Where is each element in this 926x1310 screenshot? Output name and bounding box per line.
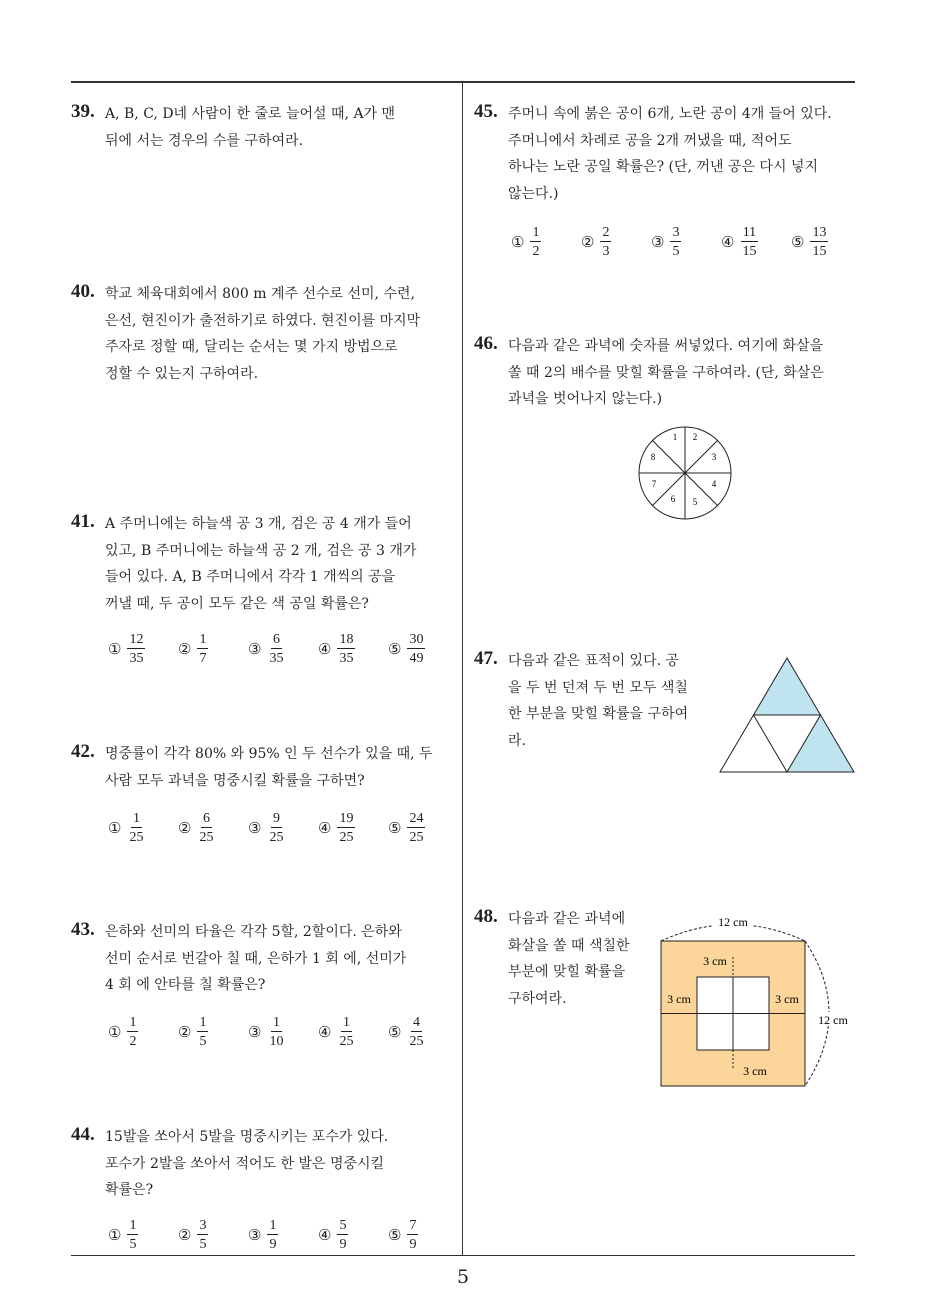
fraction <box>197 1015 208 1049</box>
numerator: 6 <box>272 632 280 647</box>
label-left: 3 cm <box>667 992 691 1006</box>
denominator: 10 <box>269 1034 284 1049</box>
question-text: A, B, C, D네 사람이 한 줄로 늘어설 때, A가 맨 뒤에 서는 경우의 수를 구하여라. <box>105 106 396 149</box>
square-target-diagram <box>655 910 855 1090</box>
dart-number: 2 <box>692 432 698 442</box>
fraction <box>600 225 611 259</box>
numerator: 2 <box>602 225 610 240</box>
answer-choice-5 <box>388 632 458 666</box>
question-48 <box>474 906 654 1012</box>
fraction <box>267 632 285 666</box>
question-text: 다음과 같은 표적이 있다. 공 을 두 번 던져 두 번 모두 색칠 한 부분을 맞힐 확률을 구하여 라. <box>508 653 689 749</box>
denominator: 7 <box>199 651 207 666</box>
dart-number: 4 <box>711 479 717 489</box>
dart-number: 8 <box>650 452 656 462</box>
numerator: 3 <box>672 225 680 240</box>
column-divider <box>462 83 463 1255</box>
question-46 <box>474 333 864 413</box>
answer-choice-4 <box>318 811 388 845</box>
answer-choice-3 <box>248 1015 318 1049</box>
denominator: 25 <box>409 830 424 845</box>
label-bottom: 3 cm <box>743 1064 767 1078</box>
choice-marker: ④ <box>318 1226 332 1244</box>
fraction <box>407 811 425 845</box>
answer-choice-3 <box>248 811 318 845</box>
denominator: 3 <box>602 244 610 259</box>
answer-choice-2 <box>178 1015 248 1049</box>
dart-number: 5 <box>692 497 698 507</box>
denominator: 25 <box>269 830 284 845</box>
choice-marker: ④ <box>318 640 332 658</box>
answer-choice-3 <box>248 632 318 666</box>
fraction <box>127 1015 138 1049</box>
question-text: 명중률이 각각 80% 와 95% 인 두 선수가 있을 때, 두 사람 모두 과녁을 명중시킬 확률을 구하면? <box>105 746 433 789</box>
answer-choice-4 <box>318 1015 388 1049</box>
fraction <box>337 1218 348 1252</box>
choice-marker: ③ <box>651 233 665 251</box>
denominator: 15 <box>812 244 827 259</box>
denominator: 5 <box>199 1034 207 1049</box>
answer-choice-5 <box>388 811 458 845</box>
fraction <box>810 225 828 259</box>
numerator: 1 <box>132 811 140 826</box>
answer-choices <box>108 811 458 845</box>
question-45 <box>474 101 864 207</box>
bottom-rule <box>71 1255 855 1256</box>
triangle-target-diagram <box>718 655 856 775</box>
choice-marker: ③ <box>248 640 262 658</box>
answer-choice-4 <box>318 632 388 666</box>
answer-choices <box>511 225 861 259</box>
answer-choice-5 <box>791 225 861 259</box>
numerator: 1 <box>199 1015 207 1030</box>
numerator: 1 <box>272 1015 280 1030</box>
question-43 <box>71 919 456 999</box>
numerator: 12 <box>129 632 144 647</box>
dart-number: 7 <box>651 479 657 489</box>
fraction <box>530 225 541 259</box>
choice-marker: ② <box>178 640 192 658</box>
answer-choice-1 <box>108 632 178 666</box>
answer-choice-3 <box>248 1218 318 1252</box>
question-number: 47. <box>474 648 498 669</box>
question-number: 41. <box>71 511 95 532</box>
denominator: 25 <box>339 830 354 845</box>
denominator: 25 <box>339 1034 354 1049</box>
dart-number: 6 <box>670 494 676 504</box>
choice-marker: ① <box>108 1023 122 1041</box>
choice-marker: ② <box>178 1023 192 1041</box>
choice-marker: ③ <box>248 1226 262 1244</box>
denominator: 35 <box>129 651 144 666</box>
answer-choice-1 <box>108 1218 178 1252</box>
choice-marker: ① <box>511 233 525 251</box>
fraction <box>267 1218 278 1252</box>
denominator: 35 <box>339 651 354 666</box>
question-number: 40. <box>71 281 95 302</box>
fraction <box>337 632 355 666</box>
choice-marker: ⑤ <box>388 640 402 658</box>
question-47 <box>474 648 714 754</box>
top-rule <box>71 81 855 83</box>
denominator: 25 <box>409 1034 424 1049</box>
answer-choice-5 <box>388 1218 458 1252</box>
fraction <box>337 1015 355 1049</box>
fraction <box>127 632 145 666</box>
fraction <box>337 811 355 845</box>
answer-choices <box>108 632 458 666</box>
fraction <box>407 1218 418 1252</box>
answer-choice-3 <box>651 225 721 259</box>
answer-choice-1 <box>511 225 581 259</box>
answer-choice-4 <box>721 225 791 259</box>
dartboard-diagram <box>637 425 733 521</box>
choice-marker: ① <box>108 819 122 837</box>
choice-marker: ② <box>178 819 192 837</box>
fraction <box>267 811 285 845</box>
question-text: 은하와 선미의 타율은 각각 5할, 2할이다. 은하와 선미 순서로 번갈아 칠 때, 은하가 1 회 에, 선미가 4 회 에 안타를 칠 확률은? <box>105 924 407 993</box>
dart-number: 1 <box>672 432 678 442</box>
question-number: 45. <box>474 101 498 122</box>
numerator: 13 <box>812 225 827 240</box>
numerator: 6 <box>202 811 210 826</box>
numerator: 1 <box>342 1015 350 1030</box>
numerator: 1 <box>532 225 540 240</box>
answer-choices <box>108 1218 458 1252</box>
dart-number: 3 <box>711 452 717 462</box>
numerator: 4 <box>412 1015 420 1030</box>
fraction <box>267 1015 285 1049</box>
numerator: 1 <box>129 1218 137 1233</box>
fraction <box>407 1015 425 1049</box>
question-text: 다음과 같은 과녁에 숫자를 써넣었다. 여기에 화살을 쏠 때 2의 배수를 맞힐 확률을 구하여라. (단, 화살은 과녁을 벗어나지 않는다.) <box>508 338 824 407</box>
numerator: 11 <box>742 225 757 240</box>
denominator: 9 <box>409 1237 417 1252</box>
question-number: 39. <box>71 101 95 122</box>
fraction <box>407 632 425 666</box>
fraction <box>197 1218 208 1252</box>
question-40 <box>71 281 456 387</box>
question-number: 48. <box>474 906 498 927</box>
choice-marker: ⑤ <box>388 1226 402 1244</box>
choice-marker: ① <box>108 1226 122 1244</box>
numerator: 5 <box>339 1218 347 1233</box>
denominator: 25 <box>199 830 214 845</box>
denominator: 25 <box>129 830 144 845</box>
choice-marker: ③ <box>248 819 262 837</box>
numerator: 9 <box>272 811 280 826</box>
denominator: 49 <box>409 651 424 666</box>
answer-choice-4 <box>318 1218 388 1252</box>
choice-marker: ② <box>178 1226 192 1244</box>
numerator: 30 <box>409 632 424 647</box>
denominator: 2 <box>129 1034 137 1049</box>
question-number: 43. <box>71 919 95 940</box>
question-41 <box>71 511 456 617</box>
denominator: 5 <box>199 1237 207 1252</box>
denominator: 15 <box>742 244 757 259</box>
denominator: 9 <box>339 1237 347 1252</box>
denominator: 2 <box>532 244 540 259</box>
fraction <box>740 225 758 259</box>
label-top: 12 cm <box>718 915 748 929</box>
denominator: 5 <box>129 1237 137 1252</box>
answer-choices <box>108 1015 458 1049</box>
numerator: 1 <box>269 1218 277 1233</box>
numerator: 3 <box>199 1218 207 1233</box>
numerator: 24 <box>409 811 424 826</box>
label-inner-right: 3 cm <box>775 992 799 1006</box>
fraction <box>127 1218 138 1252</box>
answer-choice-5 <box>388 1015 458 1049</box>
numerator: 1 <box>129 1015 137 1030</box>
answer-choice-2 <box>178 1218 248 1252</box>
choice-marker: ④ <box>318 1023 332 1041</box>
answer-choice-2 <box>581 225 651 259</box>
choice-marker: ⑤ <box>388 819 402 837</box>
choice-marker: ④ <box>318 819 332 837</box>
numerator: 19 <box>339 811 354 826</box>
question-text: 학교 체육대회에서 800 m 계주 선수로 선미, 수련, 은선, 현진이가 출전하기로 하였다. 현진이를 마지막 주자로 정할 때, 달리는 순서는 몇 가지 방법으로 정할 수 있는지 구하여라. <box>105 286 421 382</box>
page-number: 5 <box>456 1266 470 1288</box>
denominator: 5 <box>672 244 680 259</box>
question-number: 42. <box>71 741 95 762</box>
answer-choice-1 <box>108 1015 178 1049</box>
label-inner-top: 3 cm <box>703 954 727 968</box>
choice-marker: ① <box>108 640 122 658</box>
choice-marker: ④ <box>721 233 735 251</box>
question-number: 44. <box>71 1124 95 1145</box>
answer-choice-1 <box>108 811 178 845</box>
question-text: 다음과 같은 과녁에 화살을 쏠 때 색칠한 부분에 맞힐 확률을 구하여라. <box>508 911 630 1007</box>
question-number: 46. <box>474 333 498 354</box>
choice-marker: ⑤ <box>388 1023 402 1041</box>
question-text: 주머니 속에 붉은 공이 6개, 노란 공이 4개 들어 있다. 주머니에서 차례로 공을 2개 꺼냈을 때, 적어도 하나는 노란 공일 확률은? (단, 꺼낸 공은 다시 넣지 않는다.) <box>508 106 832 202</box>
denominator: 9 <box>269 1237 277 1252</box>
question-39 <box>71 101 456 154</box>
label-right: 12 cm <box>818 1013 848 1027</box>
fraction <box>197 811 215 845</box>
denominator: 35 <box>269 651 284 666</box>
question-text: A 주머니에는 하늘색 공 3 개, 검은 공 4 개가 들어 있고, B 주머니에는 하늘색 공 2 개, 검은 공 3 개가 들어 있다. A, B 주머니에서 각각 1 개씩의 공을 꺼낼 때, 두 공이 모두 같은 색 공일 확률은? <box>105 516 417 612</box>
fraction <box>197 632 208 666</box>
fraction <box>127 811 145 845</box>
numerator: 7 <box>409 1218 417 1233</box>
choice-marker: ③ <box>248 1023 262 1041</box>
answer-choice-2 <box>178 632 248 666</box>
answer-choice-2 <box>178 811 248 845</box>
choice-marker: ⑤ <box>791 233 805 251</box>
numerator: 18 <box>339 632 354 647</box>
fraction <box>670 225 681 259</box>
numerator: 1 <box>199 632 207 647</box>
question-44 <box>71 1124 456 1204</box>
choice-marker: ② <box>581 233 595 251</box>
question-42 <box>71 741 456 794</box>
question-text: 15발을 쏘아서 5발을 명중시키는 포수가 있다. 포수가 2발을 쏘아서 적어도 한 발은 명중시킬 확률은? <box>105 1129 389 1198</box>
